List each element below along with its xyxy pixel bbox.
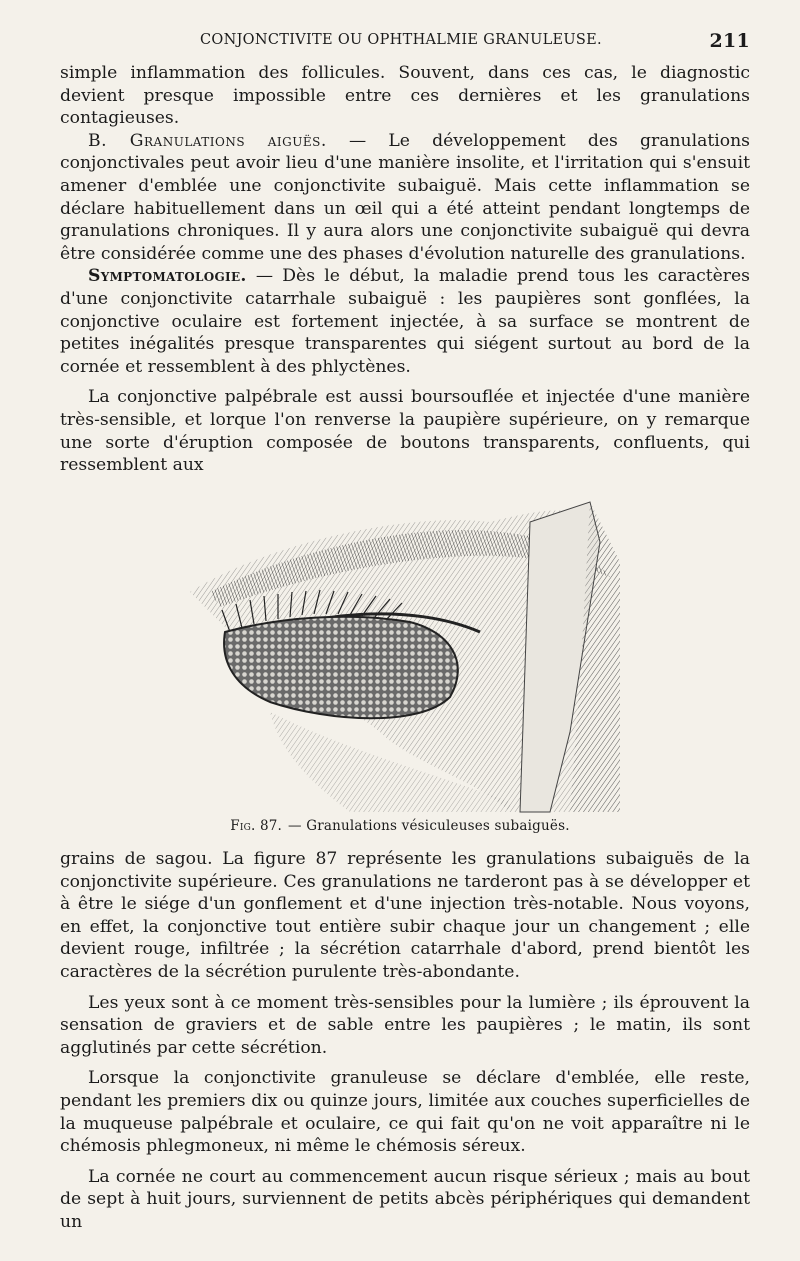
section-heading: Symptomatologie.	[88, 266, 247, 287]
text-block-bottom	[60, 848, 750, 1234]
paragraph-text: simple inflammation des follicules. Souvent, dans ces cas, le diagnostic devient presque impossible entre ces dernières et les granulations contagieuses.	[60, 63, 750, 129]
section-heading: B. Granulations aiguës.	[88, 130, 327, 151]
paragraph: Les yeux sont à ce moment très-sensibles pour la lumière ; ils éprouvent la sensation de graviers et de sable entre les paupières ; le matin, ils sont agglutinés par cette sécrétion.	[60, 992, 750, 1058]
paragraph	[60, 130, 750, 266]
running-title: CONJONCTIVITE OU OPHTHALMIE GRANULEUSE.	[200, 32, 602, 48]
paragraph	[60, 386, 750, 476]
paragraph: Lorsque la conjonctivite granuleuse se déclare d'emblée, elle reste, pendant les premiers dix ou quinze jours, limitée aux couches superficielles de la muqueuse palpébrale et oculaire, ce qui fait qu'on ne voit apparaître ni le chémosis phlegmoneux, ni même le chémosis séreux.	[60, 1068, 750, 1157]
paragraph	[60, 62, 750, 130]
figure-caption	[0, 818, 800, 834]
paragraph	[60, 265, 750, 378]
figure-illustration	[150, 482, 750, 822]
page-number: 211	[709, 30, 750, 52]
paragraph-text: — Le développement des granulations conjonctivales peut avoir lieu d'une manière insolite, et l'irritation qui s'ensuit amener d'emblée une conjonctivite subaiguë. Mais cette inflammation se déclare habituellement dans un œil qui a été atteint pendant longtemps de granulations chroniques. Il y aura alors une conjonctivite subaiguë qui devra être considérée comme une des phases d'évolution naturelle des granulations.	[60, 130, 750, 264]
text-block-top	[60, 62, 750, 477]
paragraph: La cornée ne court au commencement aucun risque sérieux ; mais au bout de sept à huit jours, surviennent de petits abcès périphériques qui demandent un	[60, 1166, 750, 1232]
figure-caption-text: — Granulations vésiculeuses subaiguës.	[288, 818, 570, 834]
figure-label: Fig. 87.	[230, 818, 283, 834]
paragraph-text: La conjonctive palpébrale est aussi boursouflée et injectée d'une manière très-sensible, et lorque l'on renverse la paupière supérieure, on y remarque une sorte d'éruption composée de boutons transparents, confluents, qui ressemblent aux	[60, 387, 750, 476]
eye-engraving-illustration	[150, 482, 750, 822]
paragraph-text: — Dès le début, la maladie prend tous les caractères d'une conjonctivite catarrhale subaiguë : les paupières sont gonflées, la conjonctive oculaire est fortement injectée, à sa surface se montrent de petites inégalités presque transparentes qui siégent surtout au bord de la cornée et ressemblent à des phlyctènes.	[60, 266, 750, 377]
page-header	[60, 30, 750, 56]
paragraph: grains de sagou. La figure 87 représente les granulations subaiguës de la conjonctivite supérieure. Ces granulations ne tarderont pas à se développer et à être le siége d'un gonflement et d'une injection très-notable. Nous voyons, en effet, la conjonctive tout entière subir chaque jour un changement ; elle devient rouge, infiltrée ; la sécrétion catarrhale d'abord, prend bientôt les caractères de la sécrétion purulente très-abondante.	[60, 849, 750, 982]
